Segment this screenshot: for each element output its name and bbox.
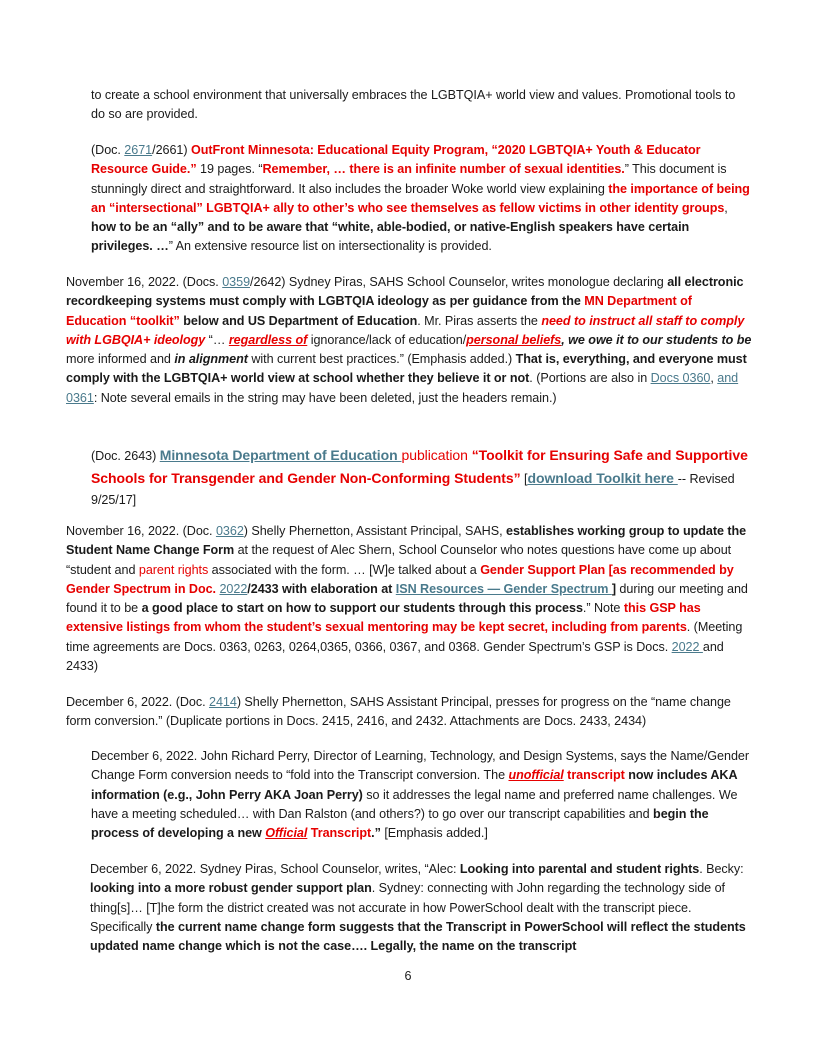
doc-link-0361[interactable]: and 0361 <box>66 371 739 405</box>
doc-link-2671[interactable]: 2671 <box>124 143 153 157</box>
doc-link-0362[interactable]: 0362 <box>215 524 244 538</box>
paragraph-nov16-phernetton: November 16, 2022. (Doc. 0362) Shelly Phernetton, Assistant Principal, SAHS, establishes working group to update the Student Name Change Form at the request of Alec Shern, School Counselor who notes questions have come up about “student and parent rights associated with the form. … [W]e talked about a Gender Support Plan [as recommended by Gender Spectrum in Doc. 2022/2433 with elaboration at ISN Resources — Gender Spectrum ] during our meeting and found it to be a good place to start on how to support our students through this process.” Note this GSP has extensive listings from whom the student’s sexual mentoring may be kept secret, including from parents. (Meeting time agreements are Docs. 0363, 0263, 0264,0365, 0366, 0367, and 0368. Gender Spectrum’s GSP is Docs. 2022 and 2433) <box>66 524 748 674</box>
paragraph-outfront-guide: (Doc. 2671/2661) OutFront Minnesota: Educational Equity Program, “2020 LGBTQIA+ Youth & Educator Resource Guide.” 19 pages. “Remember, … there is an infinite number of sexual identities.” This document is stunningly direct and straightforward. It also includes the broader Woke world view explaining the importance of being an “intersectional” LGBTQIA+ ally to other’s who see themselves as fellow victims in other identity groups, how to be an “ally” and to be aware that “white, able-bodied, or native-English speakers have certain privileges. …” An extensive resource list on intersectionality is provided. <box>91 143 750 254</box>
isn-resources-link[interactable]: ISN Resources — Gender Spectrum <box>395 581 612 596</box>
doc-link-2022[interactable]: 2022 <box>219 581 248 596</box>
paragraph-dec6-phernetton: December 6, 2022. (Doc. 2414) Shelly Phernetton, SAHS Assistant Principal, presses for progress on the “name change form conversion.” (Duplicate portions in Docs. 2415, 2416, and 2432. Attachments are Docs. 2433, 2434) <box>66 695 731 729</box>
mde-link[interactable]: Minnesota Department of Education <box>159 447 402 463</box>
paragraph-dec6-perry: December 6, 2022. John Richard Perry, Director of Learning, Technology, and Design Systems, says the Name/Gender Change Form conversion needs to “fold into the Transcript conversion. The unofficial transcript now includes AKA information (e.g., John Perry AKA Joan Perry) so it addresses the legal name and preferred name challenges. We have a meeting scheduled… with Dan Ralston (and others?) to go over our transcript capabilities and begin the process of developing a new Official Transcript.” [Emphasis added.] <box>91 749 750 841</box>
page-number: 6 <box>404 969 412 983</box>
paragraph-nov16-piras: November 16, 2022. (Docs. 0359/2642) Sydney Piras, SAHS School Counselor, writes monologue declaring all electronic recordkeeping systems must comply with LGBTQIA ideology as per guidance from the MN Department of Education “toolkit” below and US Department of Education. Mr. Piras asserts the need to instruct all staff to comply with LGBQIA+ ideology “… regardless of ignorance/lack of education/personal beliefs, we owe it to our students to be more informed and in alignment with current best practices.” (Emphasis added.) That is, everything, and everyone must comply with the LGBTQIA+ world view at school whether they believe it or not. (Portions are also in Docs 0360, and 0361: Note several emails in the string may have been deleted, just the headers remain.) <box>66 275 752 405</box>
doc-link-0359[interactable]: 0359 <box>222 275 251 289</box>
paragraph-continuation: to create a school environment that universally embraces the LGBTQIA+ world view and values. Promotional tools to do so are provided. <box>91 88 736 122</box>
paragraph-toolkit: (Doc. 2643) Minnesota Department of Education publication “Toolkit for Ensuring Safe and Supportive Schools for Transgender and Gender Non-Conforming Students” [download Toolkit here -- Revised 9/25/17] <box>91 447 748 507</box>
doc-link-0360[interactable]: Docs 0360 <box>650 371 711 386</box>
doc-link-2022-gsp[interactable]: 2022 <box>671 639 703 654</box>
doc-link-2414[interactable]: 2414 <box>209 695 237 709</box>
download-toolkit-link[interactable]: download Toolkit here <box>527 469 678 486</box>
paragraph-dec6-piras: December 6, 2022. Sydney Piras, School Counselor, writes, “Alec: Looking into parental and student rights. Becky: looking into a more robust gender support plan. Sydney: connecting with John regarding the technology side of thing[s]… [T]he form the district created was not accurate in how PowerSchool dealt with the transcript piece. Specifically the current name change form suggests that the Transcript in PowerSchool will reflect the students updated name change which is not the case…. Legally, the name on the transcript <box>90 862 746 954</box>
